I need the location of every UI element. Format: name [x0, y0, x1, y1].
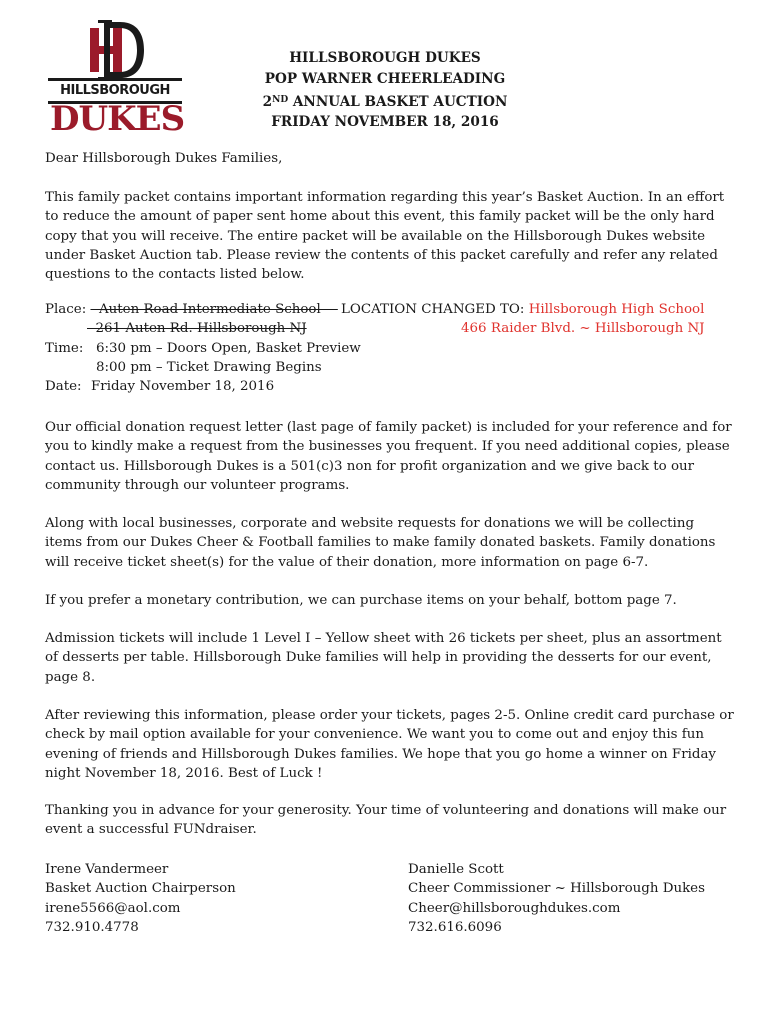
signature-title: Basket Auction Chairperson	[45, 881, 236, 897]
logo-line2: DUKES	[50, 99, 185, 139]
signature-phone: 732.910.4778	[45, 919, 139, 935]
signature-title: Cheer Commissioner ~ Hillsborough Dukes	[408, 881, 705, 897]
date-label: Date:	[45, 379, 82, 394]
header-line-3-text: ANNUAL BASKET AUCTION	[288, 93, 508, 110]
paragraph-collecting: Along with local businesses, corporate and website requests for donations we will be collecting items from our Dukes Cheer & Football families to make family donated baskets. Family donations will receive ticket sheet(s) for the value of their donation, more information on page 6-7.	[45, 516, 716, 570]
header-line-4: FRIDAY NOVEMBER 18, 2016	[271, 114, 499, 131]
signature-irene	[45, 860, 236, 937]
greeting: Dear Hillsborough Dukes Families,	[45, 151, 283, 166]
hd-monogram-icon	[86, 20, 146, 80]
time-drawing: 8:00 pm – Ticket Drawing Begins	[96, 360, 322, 375]
time-label: Time:	[45, 341, 84, 356]
old-place-line2: 261 Auten Rd. Hillsborough NJ	[87, 321, 307, 336]
signature-email: irene5566@aol.com	[45, 900, 181, 916]
signature-email: Cheer@hillsboroughdukes.com	[408, 900, 621, 916]
location-changed	[341, 302, 704, 317]
new-place-line1: Hillsborough High School	[528, 302, 705, 317]
header-ordinal-number: 2	[262, 93, 273, 110]
header-ordinal-suffix: ND	[272, 94, 289, 105]
header-line-3	[200, 90, 570, 113]
location-changed-label: LOCATION CHANGED TO:	[341, 302, 525, 317]
header-line-2: POP WARNER CHEERLEADING	[264, 70, 506, 87]
paragraph-monetary: If you prefer a monetary contribution, we can purchase items on your behalf, bottom page 7.	[45, 593, 677, 608]
old-place-line1: Auten Road Intermediate School	[90, 302, 338, 317]
document-header	[200, 48, 570, 133]
place-row	[45, 302, 338, 317]
signature-name: Danielle Scott	[408, 862, 504, 877]
event-date: Friday November 18, 2016	[91, 379, 275, 394]
time-doors-open: 6:30 pm – Doors Open, Basket Preview	[96, 341, 361, 356]
paragraph-ordering: After reviewing this information, please order your tickets, pages 2-5. Online credit card purchase or check by mail option available for your convenience. We want you to come out and enjoy this fun evening of friends and Hillsborough Dukes families. We hope that you go home a winner on Friday night November 18, 2016. Best of Luck !	[45, 708, 734, 781]
signature-name: Irene Vandermeer	[45, 862, 169, 877]
header-line-1: HILLSBOROUGH DUKES	[289, 50, 481, 66]
place-label: Place:	[45, 302, 87, 317]
signature-phone: 732.616.6096	[408, 919, 502, 935]
paragraph-thanks: Thanking you in advance for your generosity. Your time of volunteering and donations will make our event a successful FUNdraiser.	[45, 803, 727, 838]
intro-paragraph: This family packet contains important information regarding this year’s Basket Auction. In an effort to reduce the amount of paper sent home about this event, this family packet will be the only hard copy that you will receive. The entire packet will be available on the Hillsborough Dukes website under Basket Auction tab. Please review the contents of this packet carefully and refer any related questions to the contacts listed below.	[45, 190, 725, 283]
hillsborough-dukes-logo	[48, 20, 186, 139]
paragraph-donation-letter: Our official donation request letter (last page of family packet) is included for your reference and for you to kindly make a request from the businesses you frequent. If you need additional copies, please contact us. Hillsborough Dukes is a 501(c)3 non for profit organization and we give back to our community through our volunteer programs.	[45, 420, 732, 493]
signature-danielle	[408, 860, 705, 937]
paragraph-admission: Admission tickets will include 1 Level I – Yellow sheet with 26 tickets per sheet, plus an assortment of desserts per table. Hillsborough Duke families will help in providing the desserts for our event, page 8.	[45, 631, 722, 685]
new-place-line2: 466 Raider Blvd. ~ Hillsborough NJ	[461, 321, 705, 336]
logo-line1: HILLSBOROUGH	[60, 83, 170, 98]
